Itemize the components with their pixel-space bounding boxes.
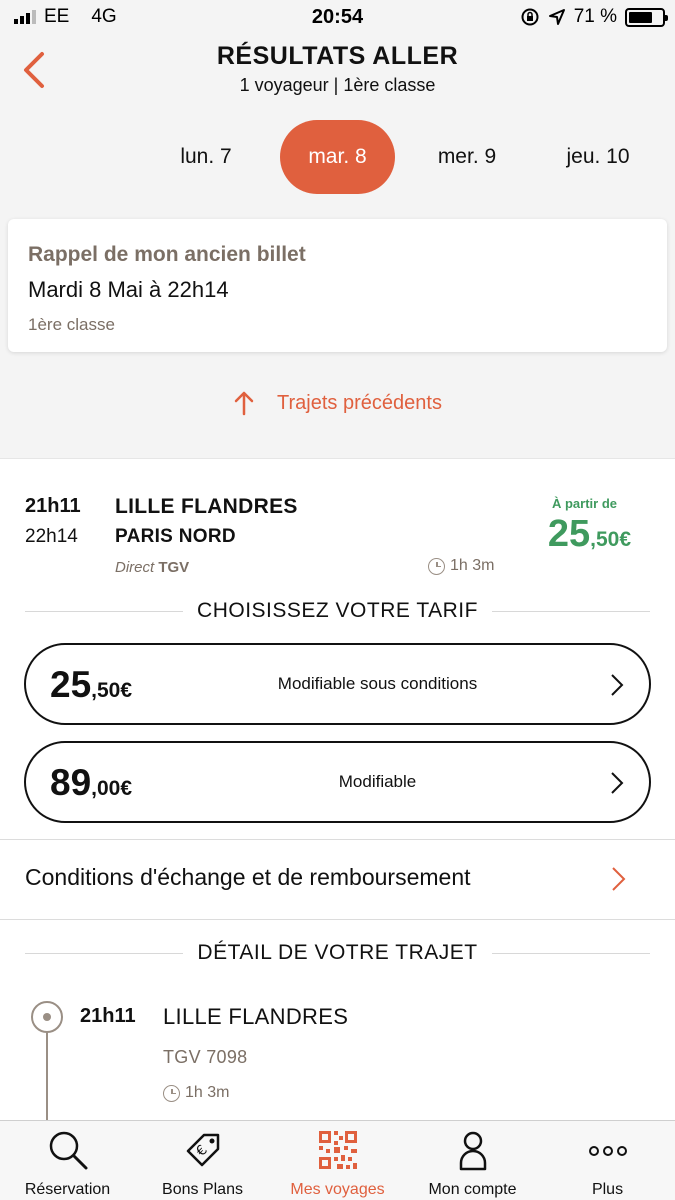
fare-option-2[interactable] xyxy=(24,741,651,823)
train-number: TGV 7098 xyxy=(163,1047,248,1067)
svg-text:€: € xyxy=(193,1142,211,1160)
journey-duration: 1h 3m xyxy=(428,557,494,575)
previous-trips-label: Trajets précédents xyxy=(277,391,442,414)
rotation-lock-icon xyxy=(520,7,540,27)
chevron-right-icon xyxy=(607,673,627,697)
user-icon xyxy=(452,1129,494,1171)
fare-price: 25,50€ xyxy=(50,664,133,705)
detail-duration: 1h 3m xyxy=(163,1084,229,1102)
divider xyxy=(0,839,675,840)
timeline-origin-icon xyxy=(30,999,66,1121)
divider xyxy=(0,919,675,920)
date-tab-tue-8[interactable]: mar. 8 xyxy=(280,120,395,194)
more-icon xyxy=(587,1129,629,1171)
exchange-conditions-link[interactable]: Conditions d'échange et de remboursement xyxy=(25,864,471,890)
detail-departure-station: LILLE FLANDRES xyxy=(163,1004,349,1029)
clock-time: 20:54 xyxy=(311,6,364,28)
qr-code-icon xyxy=(317,1129,359,1171)
carrier: EE xyxy=(44,6,70,27)
fare-option-1[interactable] xyxy=(24,643,651,725)
detail-departure-time: 21h11 xyxy=(80,1005,136,1027)
network-type: 4G xyxy=(91,6,117,27)
arrival-time: 22h14 xyxy=(25,526,78,547)
arrow-up-icon xyxy=(233,390,255,416)
from-price: 25,50€ xyxy=(547,513,631,555)
battery-icon xyxy=(625,8,665,27)
train-type: Direct TGV xyxy=(115,559,190,576)
tab-mon-compte[interactable]: Mon compte xyxy=(405,1121,540,1200)
previous-trips-link[interactable] xyxy=(0,385,675,421)
clock-icon xyxy=(428,558,445,575)
search-icon xyxy=(47,1129,89,1171)
fare-condition: Modifiable xyxy=(338,772,417,791)
tab-bar xyxy=(0,1120,675,1200)
reminder-class: 1ère classe xyxy=(28,315,115,334)
tab-reservation[interactable]: Réservation xyxy=(0,1121,135,1200)
chevron-right-icon[interactable] xyxy=(609,866,627,892)
status-bar xyxy=(0,0,675,34)
battery-percent: 71 % xyxy=(573,6,617,27)
fare-condition: Modifiable sous conditions xyxy=(277,674,478,693)
clock-icon xyxy=(163,1085,180,1102)
journey-panel xyxy=(0,458,675,1120)
date-selector xyxy=(0,120,675,194)
location-icon xyxy=(548,8,566,26)
fare-section-header: CHOISISSEZ VOTRE TARIF xyxy=(25,596,650,626)
departure-time: 21h11 xyxy=(25,495,81,517)
tab-plus[interactable]: Plus xyxy=(540,1121,675,1200)
reminder-label: Rappel de mon ancien billet xyxy=(28,243,306,266)
date-tab-wed-9[interactable]: mer. 9 xyxy=(437,145,497,168)
chevron-right-icon xyxy=(607,771,627,795)
page-title: RÉSULTATS ALLER xyxy=(216,42,459,70)
arrival-station: PARIS NORD xyxy=(115,526,236,547)
tab-mes-voyages[interactable]: Mes voyages xyxy=(270,1121,405,1200)
from-price-label: À partir de xyxy=(551,496,617,511)
departure-station: LILLE FLANDRES xyxy=(115,495,298,518)
page-subtitle: 1 voyageur | 1ère classe xyxy=(239,75,436,95)
reminder-date: Mardi 8 Mai à 22h14 xyxy=(28,277,229,302)
price-tag-icon xyxy=(182,1129,224,1171)
date-tab-thu-10[interactable]: jeu. 10 xyxy=(566,145,630,168)
detail-section-header: DÉTAIL DE VOTRE TRAJET xyxy=(25,938,650,968)
tab-bons-plans[interactable]: € Bons Plans xyxy=(135,1121,270,1200)
fare-price: 89,00€ xyxy=(50,762,133,803)
old-ticket-reminder-card xyxy=(8,219,667,352)
date-tab-mon-7[interactable]: lun. 7 xyxy=(180,145,232,168)
